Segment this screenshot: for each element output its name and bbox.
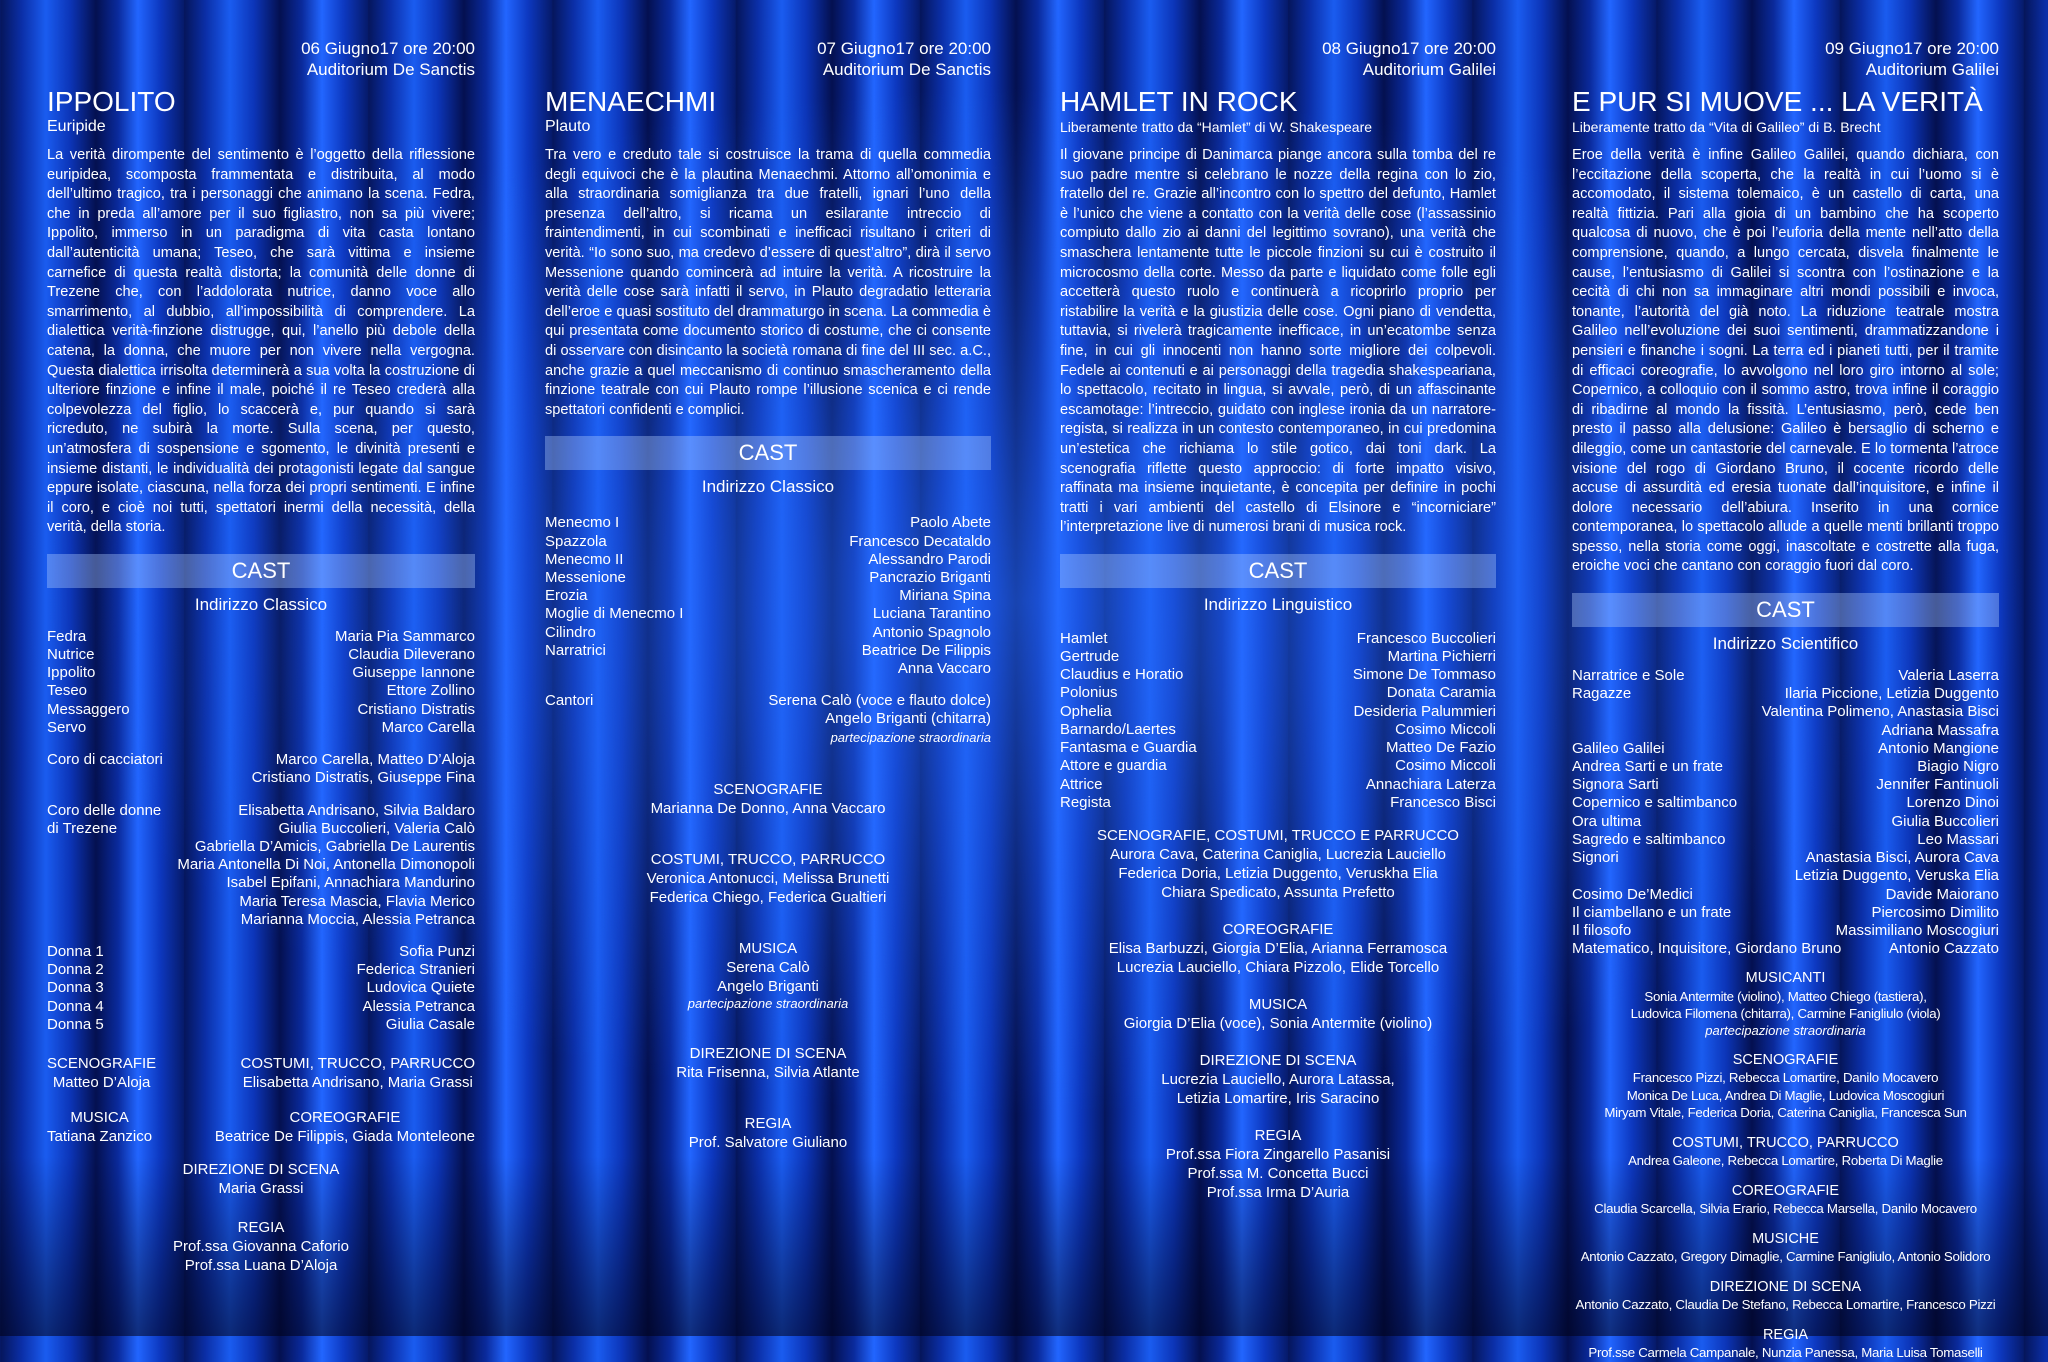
actor-names <box>869 569 991 587</box>
credit-heading: DIREZIONE DI SCENA <box>689 1044 847 1062</box>
cast-row <box>1060 703 1496 721</box>
credit-heading: REGIA <box>1762 1326 1809 1343</box>
venue-name: Auditorium De Sanctis <box>306 60 475 79</box>
credit-value: Maria Grassi <box>218 1179 304 1197</box>
credit-value: Tatiana Zanzico <box>47 1127 153 1145</box>
actor-text: Matteo De Fazio <box>1385 739 1496 757</box>
performance-date: 09 Giugno17 ore 20:00 <box>1825 39 1999 58</box>
actor-text: Alessandro Parodi <box>868 550 991 568</box>
actor-text: Serena Calò (voce e flauto dolce) Angelo Briganti (chitarra) <box>768 692 991 728</box>
credit-value: Antonio Cazzato, Gregory Dimaglie, Carmine Fanigliulo, Antonio Solidoro <box>1580 1249 1991 1265</box>
synopsis-text: Il giovane principe di Danimarca piange ancora sulla tomba del re suo padre mentre si celebrano le nozze della regina con lo zio, fratello del re. Grazie all’incontro con lo spettro del defunto, Hamlet è l’unico che viene a contatto con la verità delle cose (l’assassinio compiuto dallo zio ai danni del legittimo sovrano), una verità che smaschera lentamente tutte le piccole finzioni su cui è costruito il microcosmo della corte. Messo da parte e liquidato come folle egli accetterà questo ruolo e continuerà a ricoprirlo proprio per ristabilire la verità e la giustizia delle cose. Ogni piano di vendetta, tuttavia, si rivelerà tragicamente inefficace, in un’ecatombe senza fine, in cui gli innocenti non hanno sorte migliore dei colpevoli. Fedele ai contenuti e ai personaggi della tragedia shakespeariana, lo spettacolo, recitato in lingua, si avvale, però, di un affascinante escamotage: l’intreccio, guidato con inglese ironia da un narratore-regista, si realizza in un contesto contemporaneo, in cui predomina un’estetica che richiama lo stile gotico, dai toni dark. La scenografia riflette questo approccio: di forte impatto visivo, raffinata ma insieme inquietante, è concepita per definire in pochi tratti i vari ambienti del castello di Elsinore e “incorniciare” l’interpretazione live di numerosi brani di musica rock. <box>1060 147 1496 536</box>
actor-names <box>1395 721 1496 739</box>
role-name: Signori <box>1572 849 1619 867</box>
cast-row <box>1572 740 1999 758</box>
credit-block <box>1572 1231 1999 1266</box>
credit-heading: REGIA <box>1254 1126 1302 1144</box>
actor-names <box>1878 740 1999 758</box>
cast-row <box>1060 666 1496 684</box>
school-track: Indirizzo Classico <box>701 477 835 497</box>
role-name: Il ciambellano e un frate <box>1572 903 1732 921</box>
role-name: Cilindro <box>545 623 596 641</box>
role-name: Menecmo II <box>545 550 624 568</box>
cast-row <box>1060 630 1496 648</box>
role-name: Regista <box>1060 793 1111 811</box>
cast-row <box>47 682 475 700</box>
actor-names <box>873 624 991 642</box>
actor-names <box>382 719 475 737</box>
role-name: Coro di cacciatori <box>47 751 163 769</box>
show-title: E PUR SI MUOVE ... LA VERITÀ <box>1572 86 1983 117</box>
venue-name: Auditorium Galilei <box>1362 60 1496 79</box>
cast-row <box>545 569 991 587</box>
credit-block <box>545 1114 991 1152</box>
actor-text: Jennifer Fantinuoli <box>1876 776 1999 794</box>
credit-block <box>47 1160 475 1198</box>
actor-names <box>768 692 991 745</box>
credit-value: Prof.ssa Fiora Zingarello Pasanisi Prof.ssa M. Concetta Bucci Prof.ssa Irma D’Auria <box>1165 1145 1391 1201</box>
credit-block <box>1060 995 1496 1033</box>
credit-block <box>1572 1183 1999 1218</box>
date-venue-header <box>1060 38 1496 80</box>
credit-block <box>1572 970 1999 1039</box>
actor-names <box>1891 813 1999 831</box>
credit-heading: MUSICANTI <box>1745 970 1826 987</box>
actor-text: Paolo Abete <box>910 514 991 532</box>
credit-heading: REGIA <box>237 1218 285 1236</box>
actor-names <box>177 802 475 929</box>
cast-row <box>1572 886 1999 904</box>
credit-block <box>545 939 991 1012</box>
cast-row <box>545 605 991 623</box>
credit-block <box>47 1218 475 1275</box>
credit-value: Francesco Pizzi, Rebecca Lomartire, Danilo Mocavero Monica De Luca, Andrea Di Maglie, Ludovica Moscogiuri Miryam Vitale, Federica Doria, Caterina Caniglia, Francesca Sun <box>1604 1070 1967 1121</box>
actor-text: Anastasia Bisci, Aurora Cava Letizia Duggento, Veruska Elia <box>1794 849 1999 885</box>
cast-row <box>1060 794 1496 812</box>
credit-heading: MUSICA <box>738 939 798 957</box>
credit-value: Prof.sse Carmela Campanale, Nunzia Panessa, Maria Luisa Tomaselli <box>1588 1345 1983 1361</box>
actor-names <box>1353 703 1496 721</box>
actor-names <box>1386 739 1496 757</box>
actor-text: Massimiliano Moscogiuri <box>1835 921 1999 939</box>
actor-text: Miriana Spina <box>899 587 991 605</box>
credit-heading: COREOGRAFIE <box>289 1108 401 1126</box>
role-name: Andrea Sarti e un frate <box>1572 758 1723 776</box>
role-name: Claudius e Horatio <box>1060 666 1184 684</box>
cast-row <box>47 646 475 664</box>
actor-names <box>910 514 991 532</box>
cast-row <box>47 628 475 646</box>
actor-names <box>1906 794 1999 812</box>
cast-list <box>47 628 475 1034</box>
show-author: Liberamente tratto da “Vita di Galileo” di B. Brecht <box>1572 119 1881 135</box>
actor-text: Donata Caramia <box>1386 684 1496 702</box>
school-track: Indirizzo Classico <box>194 594 328 614</box>
actor-text: Lorenzo Dinoi <box>1906 794 1999 812</box>
role-name: Il filosofo <box>1572 921 1632 939</box>
school-track: Indirizzo Scientifico <box>1712 634 1859 654</box>
actor-names <box>335 628 475 646</box>
show-title: HAMLET IN ROCK <box>1060 86 1298 117</box>
role-name: Fantasma e Guardia <box>1060 739 1197 757</box>
actor-names <box>348 646 475 664</box>
cast-row <box>1572 776 1999 794</box>
credit-block <box>1572 1327 1999 1362</box>
role-name: Matematico, Inquisitore, Giordano Bruno <box>1572 940 1842 958</box>
actor-names <box>1836 922 1999 940</box>
synopsis-text: Tra vero e creduto tale si costruisce la trama di quella commedia degli equivoci che è la plautina Menaechmi. Attorno all’omonimia e alla straordinaria somiglianza tra due fratelli, ignari l’uno della presenza dell’altro, si ricama un esilarante intreccio di fraintendimenti, in cui scombinati e inefficaci risultano i criteri di verità. “Io sono suo, ma credevo d’essere di quest’altro”, dirà il servo Messenione quando comincerà ad intuire la verità. A ricostruire la verità delle cose sarà infatti il servo, in Plauto degradatio letteraria dell’eroe e quasi sostituto del drammaturgo in scena. La commedia è qui presentata come documento storico di costume, che ci consente di osservare con disincanto la società romana di fine del III sec. a.C., anche grazie a quel meccanismo di continuo smascheramento della finzione teatrale con cui Plauto rompe l’illusione scenica e ci rende spettatori confidenti e complici. <box>545 147 991 418</box>
credit-heading: COSTUMI, TRUCCO, PARRUCCO <box>650 850 886 868</box>
cast-row <box>1060 684 1496 702</box>
actor-text: Pancrazio Briganti <box>869 568 991 586</box>
actor-names <box>1353 666 1496 684</box>
role-name: Servo <box>47 718 87 736</box>
actor-names <box>399 943 475 961</box>
role-name: Menecmo I <box>545 514 620 532</box>
credit-value: Antonio Cazzato, Claudia De Stefano, Rebecca Lomartire, Francesco Pizzi <box>1575 1297 1996 1313</box>
cast-row <box>47 719 475 737</box>
role-name: Copernico e saltimbanco <box>1572 794 1738 812</box>
credit-block <box>215 1108 475 1146</box>
role-name: Moglie di Menecmo I <box>545 605 684 623</box>
cast-row <box>1572 794 1999 812</box>
actor-names <box>252 751 475 787</box>
actor-text: Marco Carella, Matteo D’Aloja Cristiano Distratis, Giuseppe Fina <box>251 751 475 787</box>
actor-names <box>362 998 475 1016</box>
actor-text: Sofia Punzi <box>399 942 475 960</box>
cast-gap <box>47 788 475 802</box>
credit-value: Veronica Antonucci, Melissa Brunetti Federica Chiego, Federica Gualtieri <box>646 869 890 906</box>
role-name: Signora Sarti <box>1572 776 1659 794</box>
credit-value: Elisabetta Andrisano, Maria Grassi <box>242 1073 473 1091</box>
credit-pair <box>47 1108 475 1146</box>
actor-names <box>1871 904 1999 922</box>
actor-names <box>1898 667 1999 685</box>
actor-text: Giuseppe Iannone <box>352 664 475 682</box>
cast-gap <box>545 678 991 692</box>
role-name: Attore e guardia <box>1060 757 1167 775</box>
cast-row <box>1572 758 1999 776</box>
actor-names <box>873 605 991 623</box>
credit-block <box>241 1054 475 1092</box>
actor-text: Giulia Casale <box>385 1015 475 1033</box>
actor-names <box>357 961 475 979</box>
participation-note: partecipazione straordinaria <box>1705 1022 1866 1038</box>
actor-names <box>367 979 475 997</box>
actor-text: Antonio Mangione <box>1878 739 1999 757</box>
cast-row <box>1060 757 1496 775</box>
credit-block <box>1060 1126 1496 1202</box>
actor-names <box>357 701 475 719</box>
actor-names <box>868 551 991 569</box>
show-title: IPPOLITO <box>47 86 176 117</box>
cast-row <box>47 701 475 719</box>
actor-names <box>1366 776 1496 794</box>
cast-row <box>545 692 991 745</box>
cast-row <box>47 943 475 961</box>
role-name: Ora ultima <box>1572 812 1642 830</box>
cast-header-bar: CAST <box>1572 593 1999 627</box>
synopsis-text: Eroe della verità è infine Galileo Galilei, quando dichiara, con l’eccitazione della scoperta, che la realtà in cui l’uomo si è accomodato, il sistema tolemaico, è un castello di carta, una realtà fittizia. Pari alla gioia di un bambino che ha scoperto qualcosa di nuovo, che è poi l’euforia della mente nell’atto della comprensione, quando, a lungo cercata, disvela finalmente le cause, l’entusiasmo di Galilei si scontra con l’ostinazione e la cecità di chi non sa immaginare altri mondi possibili e invoca, tonante, l’autorità del già noto. La riduzione teatrale mostra Galileo nell’evoluzione dei suoi sentimenti, drammatizzandone i pensieri e finanche i sogni. La terra ed i pianeti tutti, per il tramite di efficaci coreografie, lo avvolgono nel loro giro intorno al sole; Copernico, a colloquio con il sommo astro, trova infine il coraggio di ribadirne al mondo la fissità. L’entusiasmo, però, cede ben presto il passo alla delusione: Galileo è bersaglio di scherno e dileggio, come un cantastorie del carnevale. E lo tormenta l’atroce visione del rogo di Giordano Bruno, il cocente ricordo delle accuse di assurdità ed eresia tuonate dall’inquisitore, e infine il dolore necessario dell’abiura. Inserito in una cornice contemporanea, lo spettacolo allude a quelle menti brillanti troppo spesso, nella storia come oggi, inascoltate e costrette alla fuga, eroiche voci che cantano con coraggio fuori dal coro. <box>1572 147 1999 575</box>
actor-names <box>1795 849 1999 885</box>
credit-value: Lucrezia Lauciello, Aurora Latassa, Letizia Lomartire, Iris Saracino <box>1161 1070 1395 1107</box>
role-name: Narratrici <box>545 641 606 659</box>
synopsis-text: La verità dirompente del sentimento è l’oggetto della riflessione euripidea, scomposta frammentata e distribuita, al modo dell’ultimo tragico, tra i personaggi che animano la scena. Fedra, che in preda all’amore per il suo figliastro, non sa più vivere; Ippolito, immerso in un paradigma di vita casta lontano dall’autenticità umana; Teseo, che sarà vittima e insieme carnefice di questa realtà distorta; la comunità delle donne di Trezene che, con l’addolorata nutrice, danno voce allo smarrimento, al dubbio, all’impossibilità di comprendere. La dialettica verità-finzione distrugge, qui, l’anello più debole della catena, la donna, che muore per non vivere nella vergogna. Questa dialettica irrisolta determinerà a sua volta la costruzione di ulteriore finzione e infine il male, poiché il re Teseo crederà alla colpevolezza del figlio, lo scaccerà e, pur quando si sarà ricreduto, ne subirà la morte. Sulla scena, per questo, un’atmosfera di sospensione e sgomento, le divinità presenti e insieme distanti, le individualità dei protagonisti legate dal sangue eppure isolate, ciascuna, nella forza dei propri sentimenti. E infine il coro, e cioè noi tutti, spettatori inermi della necessità, della verità, della storia. <box>47 147 475 536</box>
cast-row <box>545 514 991 532</box>
cast-row <box>1060 721 1496 739</box>
role-name: Donna 3 <box>47 979 104 997</box>
credit-heading: COREOGRAFIE <box>1731 1182 1840 1199</box>
role-name: Polonius <box>1060 684 1118 702</box>
actor-text: Martina Pichierri <box>1387 648 1496 666</box>
actor-text: Desideria Palummieri <box>1353 702 1496 720</box>
actor-text: Leo Massari <box>1917 830 1999 848</box>
role-name: Spazzola <box>545 532 607 550</box>
credit-block <box>545 1044 991 1082</box>
credit-heading: SCENOGRAFIE <box>713 780 823 798</box>
actor-text: Claudia Dileverano <box>348 646 475 664</box>
actor-names <box>1395 757 1496 775</box>
actor-names <box>1917 831 1999 849</box>
credit-block <box>47 1054 156 1092</box>
role-name: Cosimo De’Medici <box>1572 885 1693 903</box>
role-name: Donna 2 <box>47 961 104 979</box>
cast-row <box>47 664 475 682</box>
actor-names <box>1388 648 1496 666</box>
cast-row <box>1572 685 1999 740</box>
performance-date: 06 Giugno17 ore 20:00 <box>301 39 475 58</box>
cast-list <box>1572 667 1999 958</box>
credit-value: Elisa Barbuzzi, Giorgia D’Elia, Arianna Ferramosca Lucrezia Lauciello, Chiara Pizzolo, Elide Torcello <box>1108 939 1448 976</box>
cast-row <box>47 1016 475 1034</box>
role-name: Gertrude <box>1060 648 1120 666</box>
cast-row <box>47 802 475 929</box>
cast-header-bar: CAST <box>47 554 475 588</box>
show-author: Euripide <box>47 118 106 135</box>
credit-value: Aurora Cava, Caterina Caniglia, Lucrezia Lauciello Federica Doria, Letizia Duggento, Veruskha Elia Chiara Spedicato, Assunta Prefetto <box>1109 845 1446 901</box>
credit-value: Sonia Antermite (violino), Matteo Chiego (tastiera), Ludovica Filomena (chitarra), Carmine Fanigliulo (viola) <box>1630 988 1941 1022</box>
role-name: Nutrice <box>47 646 95 664</box>
cast-row <box>545 642 991 678</box>
cast-gap <box>47 737 475 751</box>
actor-names <box>1917 758 1999 776</box>
cast-row <box>1572 940 1999 958</box>
column-menaechmi <box>545 38 991 1328</box>
cast-header-bar: CAST <box>1060 554 1496 588</box>
credit-heading: SCENOGRAFIE <box>1732 1051 1839 1068</box>
credit-value: Serena Calò Angelo Briganti <box>717 958 819 995</box>
role-name: Coro delle donne di Trezene <box>47 801 162 837</box>
actor-names <box>1357 630 1496 648</box>
cast-row <box>1572 667 1999 685</box>
cast-list <box>545 514 991 745</box>
cast-row <box>47 998 475 1016</box>
role-name: Narratrice e Sole <box>1572 667 1685 685</box>
cast-row <box>1572 849 1999 885</box>
actor-text: Ettore Zollino <box>386 682 475 700</box>
credit-heading: COSTUMI, TRUCCO, PARRUCCO <box>240 1054 475 1072</box>
role-name: Erozia <box>545 587 588 605</box>
credit-heading: MUSICA <box>1248 995 1308 1013</box>
cast-row <box>545 551 991 569</box>
credit-block <box>1060 826 1496 902</box>
column-hamlet-in-rock <box>1060 38 1496 1328</box>
cast-row <box>1572 831 1999 849</box>
actor-names <box>862 642 991 678</box>
credit-heading: COREOGRAFIE <box>1222 920 1334 938</box>
credit-value: Beatrice De Filippis, Giada Monteleone <box>214 1127 475 1145</box>
credit-block <box>1572 1052 1999 1122</box>
cast-row <box>1060 648 1496 666</box>
role-name: Ragazze <box>1572 685 1632 703</box>
actor-text: Maria Pia Sammarco <box>334 627 475 645</box>
actor-text: Federica Stranieri <box>356 961 475 979</box>
credit-value: Claudia Scarcella, Silvia Erario, Rebecca Marsella, Danilo Mocavero <box>1594 1201 1977 1217</box>
role-name: Barnardo/Laertes <box>1060 720 1176 738</box>
credit-block <box>545 780 991 818</box>
actor-text: Valeria Laserra <box>1898 667 1999 685</box>
cast-row <box>545 533 991 551</box>
cast-row <box>47 751 475 787</box>
cast-gap <box>47 929 475 943</box>
role-name: Messaggero <box>47 700 130 718</box>
role-name: Hamlet <box>1060 629 1108 647</box>
actor-text: Francesco Decataldo <box>849 532 991 550</box>
actor-names <box>352 664 475 682</box>
actor-text: Ludovica Quiete <box>366 979 475 997</box>
actor-text: Ilaria Piccione, Letizia Duggento Valentina Polimeno, Anastasia Bisci Adriana Massafra <box>1761 685 1999 739</box>
actor-names <box>1886 886 1999 904</box>
cast-row <box>1060 776 1496 794</box>
cast-row <box>545 587 991 605</box>
actor-names <box>1889 940 1999 958</box>
school-track: Indirizzo Linguistico <box>1203 594 1353 614</box>
actor-names <box>387 682 475 700</box>
actor-names <box>1390 794 1496 812</box>
actor-text: Marco Carella <box>381 718 475 736</box>
cast-row <box>1572 922 1999 940</box>
date-venue-header <box>47 38 475 80</box>
credit-heading: COSTUMI, TRUCCO, PARRUCCO <box>1672 1134 1899 1151</box>
role-name: Cantori <box>545 692 594 710</box>
participation-note: partecipazione straordinaria <box>830 729 991 745</box>
performance-date: 08 Giugno17 ore 20:00 <box>1322 39 1496 58</box>
role-name: Ophelia <box>1060 702 1112 720</box>
actor-text: Francesco Bisci <box>1390 793 1496 811</box>
cast-list <box>1060 630 1496 812</box>
actor-names <box>899 587 991 605</box>
actor-text: Antonio Cazzato <box>1888 940 1999 958</box>
credit-heading: MUSICHE <box>1752 1230 1819 1247</box>
credit-block <box>545 850 991 907</box>
credit-block <box>1572 1135 1999 1170</box>
actor-names <box>386 1016 475 1034</box>
venue-name: Auditorium Galilei <box>1865 60 1999 79</box>
cast-row <box>1060 739 1496 757</box>
actor-names <box>1387 684 1496 702</box>
credit-block <box>1060 1051 1496 1108</box>
role-name: Donna 5 <box>47 1015 104 1033</box>
venue-name: Auditorium De Sanctis <box>822 60 991 79</box>
actor-text: Antonio Spagnolo <box>872 623 991 641</box>
role-name: Fedra <box>47 627 87 645</box>
actor-names <box>849 533 991 551</box>
actor-text: Annachiara Laterza <box>1365 775 1496 793</box>
actor-text: Alessia Petranca <box>362 997 475 1015</box>
credit-heading: DIREZIONE DI SCENA <box>182 1160 340 1178</box>
credit-block <box>47 1108 152 1146</box>
credit-heading: SCENOGRAFIE, COSTUMI, TRUCCO E PARRUCCO <box>1097 826 1459 844</box>
credit-value: Prof. Salvatore Giuliano <box>688 1133 848 1151</box>
actor-names <box>1762 685 1999 740</box>
credit-value: Rita Frisenna, Silvia Atlante <box>676 1063 860 1081</box>
credit-heading: REGIA <box>744 1114 792 1132</box>
participation-note: partecipazione straordinaria <box>687 995 849 1011</box>
credit-heading: DIREZIONE DI SCENA <box>1199 1051 1357 1069</box>
cast-row <box>1572 813 1999 831</box>
role-name: Sagredo e saltimbanco <box>1572 830 1726 848</box>
role-name: Donna 4 <box>47 997 104 1015</box>
show-author: Liberamente tratto da “Hamlet” di W. Shakespeare <box>1060 119 1373 135</box>
actor-text: Giulia Buccolieri <box>1891 812 1999 830</box>
date-venue-header <box>1572 38 1999 80</box>
actor-text: Cristiano Distratis <box>357 700 475 718</box>
actor-names <box>1876 776 1999 794</box>
credit-value: Marianna De Donno, Anna Vaccaro <box>650 799 886 817</box>
role-name: Donna 1 <box>47 942 104 960</box>
actor-text: Cosimo Miccoli <box>1395 720 1496 738</box>
actor-text: Luciana Tarantino <box>872 605 991 623</box>
actor-text: Davide Maiorano <box>1885 885 1999 903</box>
role-name: Teseo <box>47 682 88 700</box>
actor-text: Simone De Tommaso <box>1352 666 1496 684</box>
show-author: Plauto <box>545 118 591 135</box>
cast-row <box>1572 904 1999 922</box>
credit-block <box>1060 920 1496 977</box>
role-name: Messenione <box>545 568 626 586</box>
column-e-pur-si-muove <box>1572 38 1999 1361</box>
actor-text: Biagio Nigro <box>1917 758 1999 776</box>
credit-heading: DIREZIONE DI SCENA <box>1709 1278 1862 1295</box>
credit-pair <box>47 1054 475 1092</box>
role-name: Galileo Galilei <box>1572 739 1665 757</box>
credit-value: Giorgia D’Elia (voce), Sonia Antermite (violino) <box>1123 1014 1433 1032</box>
credit-value: Matteo D’Aloja <box>52 1073 151 1091</box>
cast-row <box>47 979 475 997</box>
actor-text: Cosimo Miccoli <box>1395 757 1496 775</box>
credit-block <box>1572 1279 1999 1314</box>
credit-value: Andrea Galeone, Rebecca Lomartire, Roberta Di Maglie <box>1628 1153 1943 1169</box>
performance-date: 07 Giugno17 ore 20:00 <box>817 39 991 58</box>
role-name: Ippolito <box>47 664 96 682</box>
show-title: MENAECHMI <box>545 86 717 117</box>
credit-heading: MUSICA <box>70 1108 129 1126</box>
cast-header-bar: CAST <box>545 436 991 470</box>
cast-row <box>545 624 991 642</box>
role-name: Attrice <box>1060 775 1103 793</box>
actor-text: Beatrice De Filippis Anna Vaccaro <box>861 641 991 677</box>
column-ippolito <box>47 38 475 1328</box>
credit-value: Prof.ssa Giovanna Caforio Prof.ssa Luana D’Aloja <box>173 1237 349 1274</box>
actor-text: Francesco Buccolieri <box>1356 629 1496 647</box>
cast-row <box>47 961 475 979</box>
credit-heading: SCENOGRAFIE <box>47 1054 157 1072</box>
actor-text: Piercosimo Dimilito <box>1871 903 1999 921</box>
actor-text: Elisabetta Andrisano, Silvia Baldaro Giulia Buccolieri, Valeria Calò Gabriella D’Amicis, Gabriella De Laurentis Maria Antonella Di Noi, Antonella Dimonopoli Isabel Epifani, Annachiara Mandurino Maria Teresa Mascia, Flavia Merico Marianna Moccia, Alessia Petranca <box>177 801 475 928</box>
date-venue-header <box>545 38 991 80</box>
